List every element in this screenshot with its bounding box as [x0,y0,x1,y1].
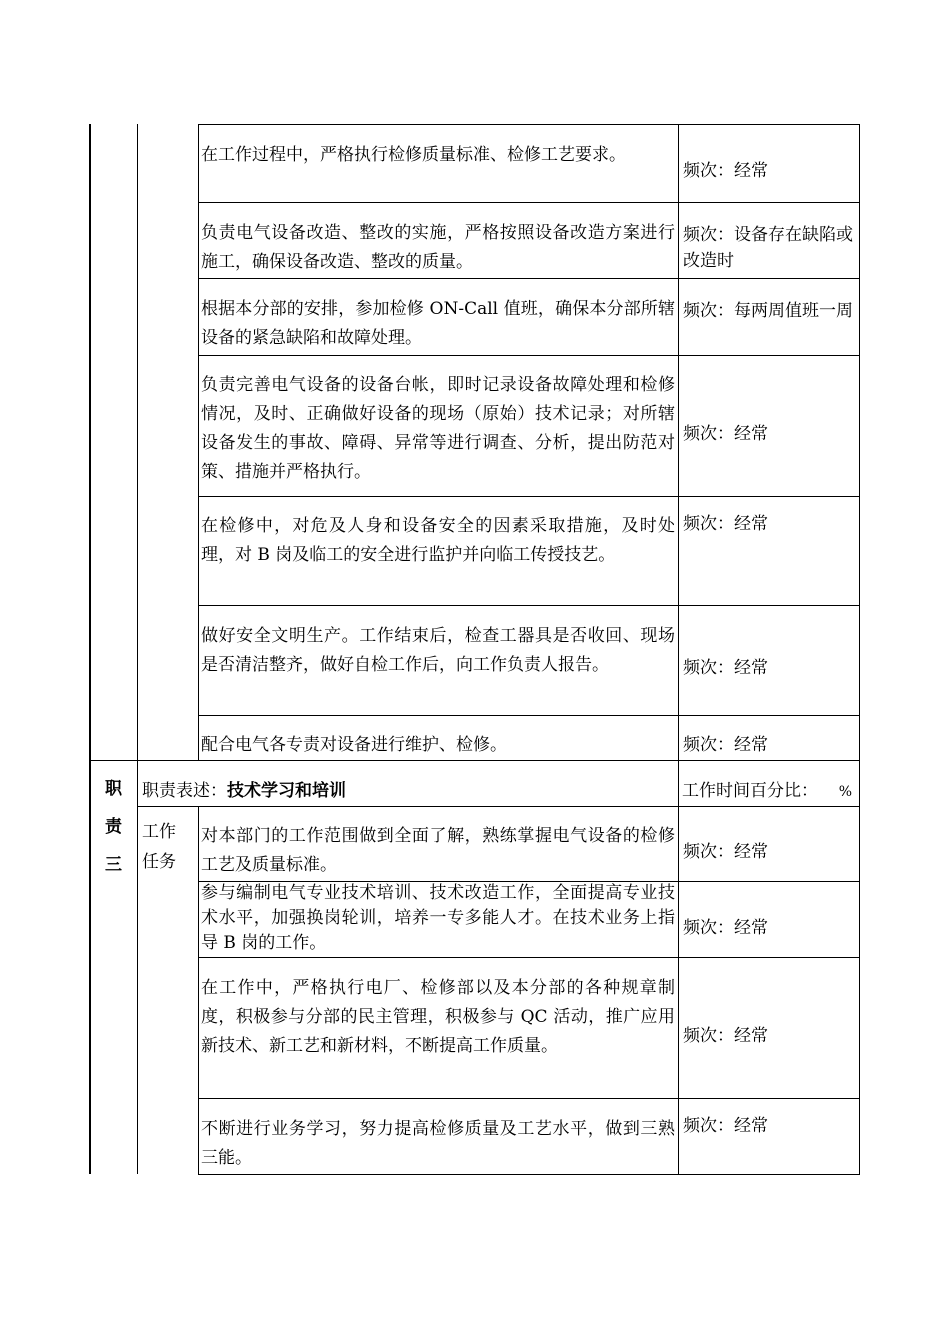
task-frequency: 频次：设备存在缺陷或改造时 [683,225,853,271]
task-description: 在检修中，对危及人身和设备安全的因素采取措施，及时处理，对 B 岗及临工的安全进行监护并向临工传授技艺。 [201,516,675,565]
task-frequency: 频次：经常 [683,1116,768,1136]
task-description: 在工作中，严格执行电厂、检修部以及本分部的各种规章制度，积极参与分部的民主管理，积极参与 QC 活动，推广应用新技术、新工艺和新材料，不断提高工作质量。 [201,978,675,1056]
section-label-char: 职 [105,779,122,799]
task-description: 在工作过程中，严格执行检修质量标准、检修工艺要求。 [201,145,626,165]
section-label-char: 三 [105,855,122,875]
time-percentage-label: 工作时间百分比： [682,781,818,801]
task-description: 根据本分部的安排，参加检修 ON-Call 值班，确保本分部所辖设备的紧急缺陷和故障处理。 [201,299,675,348]
section3-label [90,770,137,884]
time-percentage [682,778,856,804]
task-description: 配合电气各专责对设备进行维护、检修。 [201,735,507,755]
task-frequency: 频次：经常 [683,161,768,181]
task-description: 对本部门的工作范围做到全面了解，熟练掌握电气设备的检修工艺及质量标准。 [201,826,675,875]
task-label-line: 工作 [142,822,176,842]
task-frequency: 频次：经常 [683,842,768,862]
task-frequency: 频次：经常 [683,735,768,755]
task-description: 负责电气设备改造、整改的实施，严格按照设备改造方案进行施工，确保设备改造、整改的质量。 [201,223,675,272]
task-description: 不断进行业务学习，努力提高检修质量及工艺水平，做到三熟三能。 [201,1119,675,1168]
duty-description-prefix: 职责表述： [142,781,227,801]
task-frequency: 频次：经常 [683,514,768,534]
task-label [142,817,176,877]
duty-description [142,778,346,804]
task-frequency: 频次：经常 [683,424,768,444]
task-frequency: 频次：经常 [683,658,768,678]
percent-sign: % [838,784,852,800]
task-frequency: 频次：经常 [683,918,768,938]
task-label-line: 任务 [142,852,176,872]
task-description: 做好安全文明生产。工作结束后，检查工器具是否收回、现场是否清洁整齐，做好自检工作后，向工作负责人报告。 [201,626,675,675]
task-frequency: 频次：经常 [683,1026,768,1046]
task-description: 参与编制电气专业技术培训、技术改造工作，全面提高专业技术水平，加强换岗轮训，培养一专多能人才。在技术业务上指导 B 岗的工作。 [201,883,675,953]
task-frequency: 频次：每两周值班一周 [683,301,853,321]
duty-description-title: 技术学习和培训 [227,781,346,801]
section-label-char: 责 [105,817,122,837]
task-description: 负责完善电气设备的设备台帐，即时记录设备故障处理和检修情况，及时、正确做好设备的现场（原始）技术记录；对所辖设备发生的事故、障碍、异常等进行调查、分析，提出防范对策、措施并严格执行。 [201,375,675,482]
